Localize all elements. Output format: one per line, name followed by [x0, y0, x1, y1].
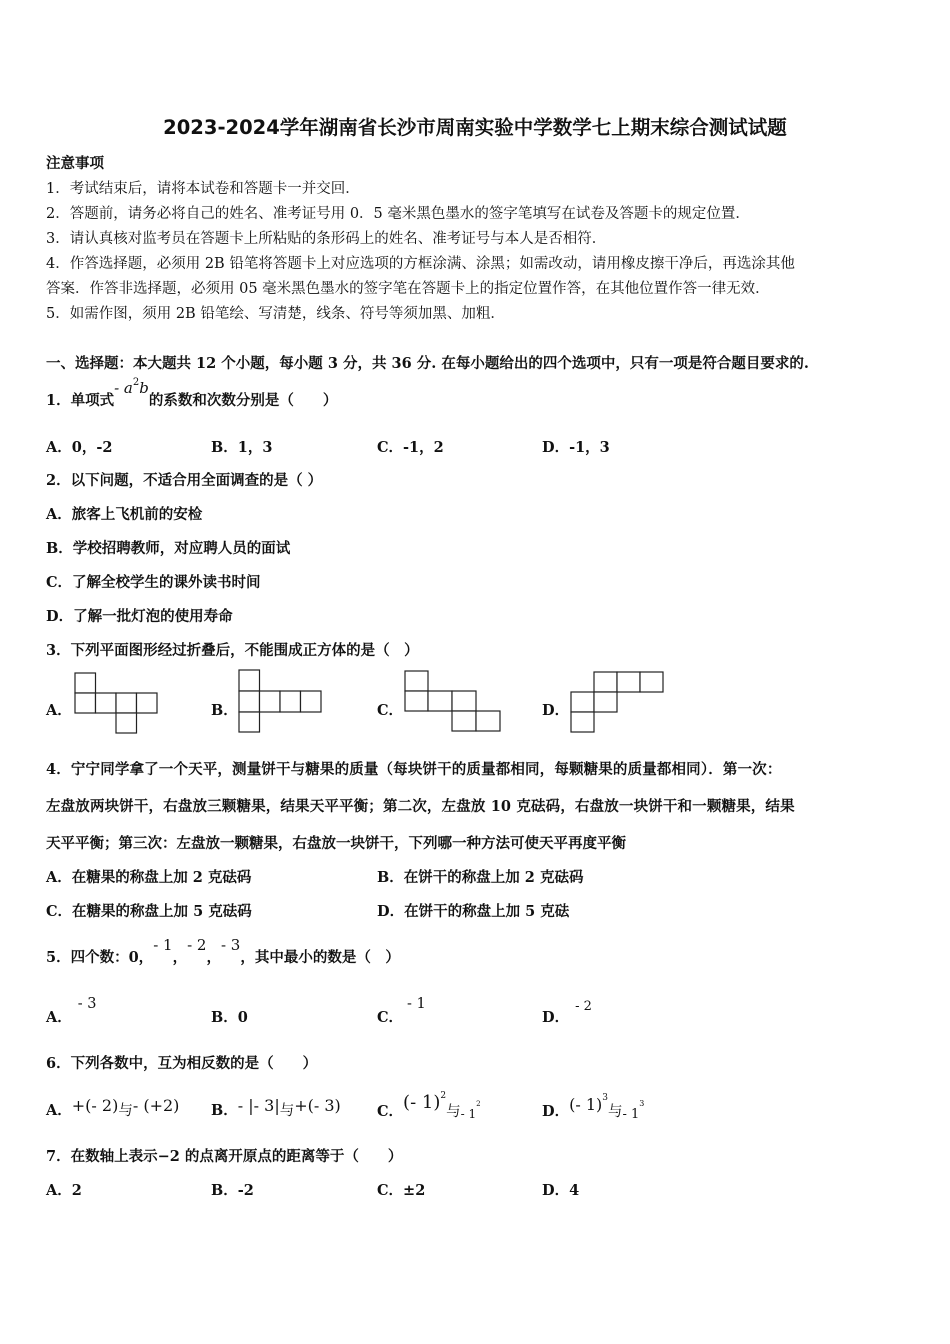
q6-d-exp1: 3: [602, 1093, 608, 1103]
q3-net-a: [74, 672, 164, 739]
question-4-line-1: 4．宁宁同学拿了一个天平，测量饼干与糖果的质量（每块饼干的质量都相同，每颗糖果的质量都相同）．第一次：: [46, 761, 782, 778]
q6-option-d: [542, 1093, 645, 1122]
question-6: 6．下列各数中，互为相反数的是（ ）: [46, 1055, 318, 1072]
page-title: 2023-2024学年湖南省长沙市周南实验中学数学七上期末综合测试试题: [163, 116, 787, 139]
q5-option-d-label: D．: [542, 1009, 570, 1026]
q6-b-expr2: +(- 3): [294, 1096, 341, 1115]
q6-b-expr1: - |- 3|: [237, 1096, 280, 1115]
q6-a-expr2: - (+2): [132, 1096, 180, 1115]
q3-net-b: [238, 669, 328, 738]
q4-option-d: D．在饼干的称盘上加 5 克砝: [377, 903, 570, 920]
q6-option-b-label: B．: [211, 1102, 238, 1119]
question-5: [46, 936, 400, 967]
q1-expression: [114, 379, 149, 397]
question-4-line-2: 左盘放两块饼干，右盘放三颗糖果，结果天平平衡；第二次，左盘放 10 克砝码，右盘放一块饼干和一颗糖果，结果: [46, 798, 795, 815]
q2-option-a: A．旅客上飞机前的安检: [46, 506, 203, 523]
q4-option-b: B．在饼干的称盘上加 2 克砝码: [377, 869, 584, 886]
q4-option-c: C．在糖果的称盘上加 5 克砝码: [46, 903, 252, 920]
q5-option-d-value: - 2: [575, 999, 592, 1014]
q2-option-d: D．了解一批灯泡的使用寿命: [46, 608, 233, 625]
notice-item: 答案．作答非选择题，必须用 05 毫米黑色墨水的签字笔在答题卡上的指定位置作答，在其他位置作答一律无效．: [46, 281, 770, 297]
q6-d-expr1: (- 1): [569, 1095, 603, 1114]
q5-option-c-value: - 1: [407, 996, 426, 1012]
q6-c-exp2: 2: [476, 1100, 481, 1108]
q1-expr-a: - a: [114, 379, 133, 397]
question-2: 2．以下问题，不适合用全面调查的是（ ）: [46, 472, 323, 489]
q1-option-a: A．0，-2: [46, 439, 113, 456]
q6-b-and: 与: [279, 1103, 295, 1119]
q5-number-1: - 1: [153, 936, 173, 954]
q5-option-c: [377, 996, 426, 1027]
q6-option-c-label: C．: [377, 1103, 404, 1120]
section-heading: 一、选择题：本大题共 12 个小题，每小题 3 分，共 36 分. 在每小题给出的四个选项中，只有一项是符合题目要求的.: [46, 355, 809, 372]
q1-option-c: C．-1，2: [377, 439, 444, 456]
q5-option-b: B．0: [211, 1009, 248, 1026]
q5-option-a-value: - 3: [77, 996, 97, 1012]
q6-d-and: 与: [607, 1104, 623, 1120]
q5-stem-b: ，其中最小的数是（ ）: [240, 949, 400, 966]
q6-d-expr2: - 1: [622, 1107, 640, 1122]
q5-number-3: - 3: [220, 936, 241, 954]
q6-c-exp1: 2: [440, 1091, 447, 1101]
q2-option-c: C．了解全校学生的课外读书时间: [46, 574, 261, 591]
q5-number-2: - 2: [187, 936, 207, 954]
q5-separator: ，: [172, 949, 188, 966]
q6-c-expr1: (- 1): [403, 1092, 441, 1113]
q1-option-d: D．-1，3: [542, 439, 610, 456]
notice-heading: 注意事项: [46, 155, 104, 172]
q5-separator: ，: [206, 949, 221, 966]
q6-option-b: [211, 1096, 341, 1120]
question-4-line-3: 天平平衡；第三次：左盘放一颗糖果，右盘放一块饼干，下列哪一种方法可使天平再度平衡: [46, 835, 626, 852]
question-7: 7．在数轴上表示−2 的点离开原点的距离等于（ ）: [46, 1148, 403, 1165]
q6-option-d-label: D．: [542, 1103, 570, 1120]
q5-option-d: [542, 999, 592, 1027]
q3-net-c: [404, 670, 504, 737]
q7-option-c: C．±2: [377, 1182, 426, 1199]
q6-c-and: 与: [446, 1104, 461, 1120]
notice-item: 3．请认真核对监考员在答题卡上所粘贴的条形码上的姓名、准考证号与本人是否相符．: [46, 231, 607, 247]
q3-net-d: [570, 671, 670, 738]
q1-stem-b: 的系数和次数分别是（ ）: [148, 392, 338, 409]
q6-a-expr1: +(- 2): [71, 1096, 119, 1115]
q3-option-d-label: D．: [542, 702, 570, 719]
q1-expr-exp: 2: [132, 377, 140, 388]
q6-a-and: 与: [118, 1103, 133, 1119]
q1-expr-b: b: [139, 379, 149, 397]
q4-option-a: A．在糖果的称盘上加 2 克砝码: [46, 869, 252, 886]
notice-item: 1．考试结束后，请将本试卷和答题卡一并交回．: [46, 181, 360, 197]
q5-option-a: [46, 996, 97, 1027]
q6-d-exp2: 3: [639, 1099, 645, 1108]
q6-option-c: [377, 1091, 481, 1121]
q7-option-d: D．4: [542, 1182, 580, 1199]
q7-option-a: A．2: [46, 1182, 82, 1199]
q2-option-b: B．学校招聘教师，对应聘人员的面试: [46, 540, 291, 557]
q1-option-b: B．1，3: [211, 439, 273, 456]
q6-c-expr2: - 1: [460, 1107, 477, 1121]
notice-item: 5．如需作图，须用 2B 铅笔绘、写清楚，线条、符号等须加黑、加粗．: [46, 306, 505, 322]
question-1: [46, 377, 338, 410]
q5-option-a-label: A．: [46, 1009, 72, 1026]
q3-option-c-label: C．: [377, 702, 404, 719]
q7-option-b: B．-2: [211, 1182, 254, 1199]
q5-stem-a: 5．四个数：0，: [46, 949, 154, 966]
q1-stem-a: 1．单项式: [46, 392, 115, 409]
question-3: 3．下列平面图形经过折叠后，不能围成正方体的是（ ）: [46, 642, 419, 659]
q5-option-c-label: C．: [377, 1009, 404, 1026]
q3-option-a-label: A．: [46, 702, 72, 719]
q6-option-a: [46, 1096, 180, 1120]
q3-option-b-label: B．: [211, 702, 238, 719]
q6-option-a-label: A．: [46, 1102, 72, 1119]
notice-item: 2．答题前，请务必将自己的姓名、准考证号用 0．5 毫米黑色墨水的签字笔填写在试卷及答题卡的规定位置．: [46, 206, 750, 222]
notice-item: 4．作答选择题，必须用 2B 铅笔将答题卡上对应选项的方框涂满、涂黑；如需改动，请用橡皮擦干净后，再选涂其他: [46, 256, 795, 272]
